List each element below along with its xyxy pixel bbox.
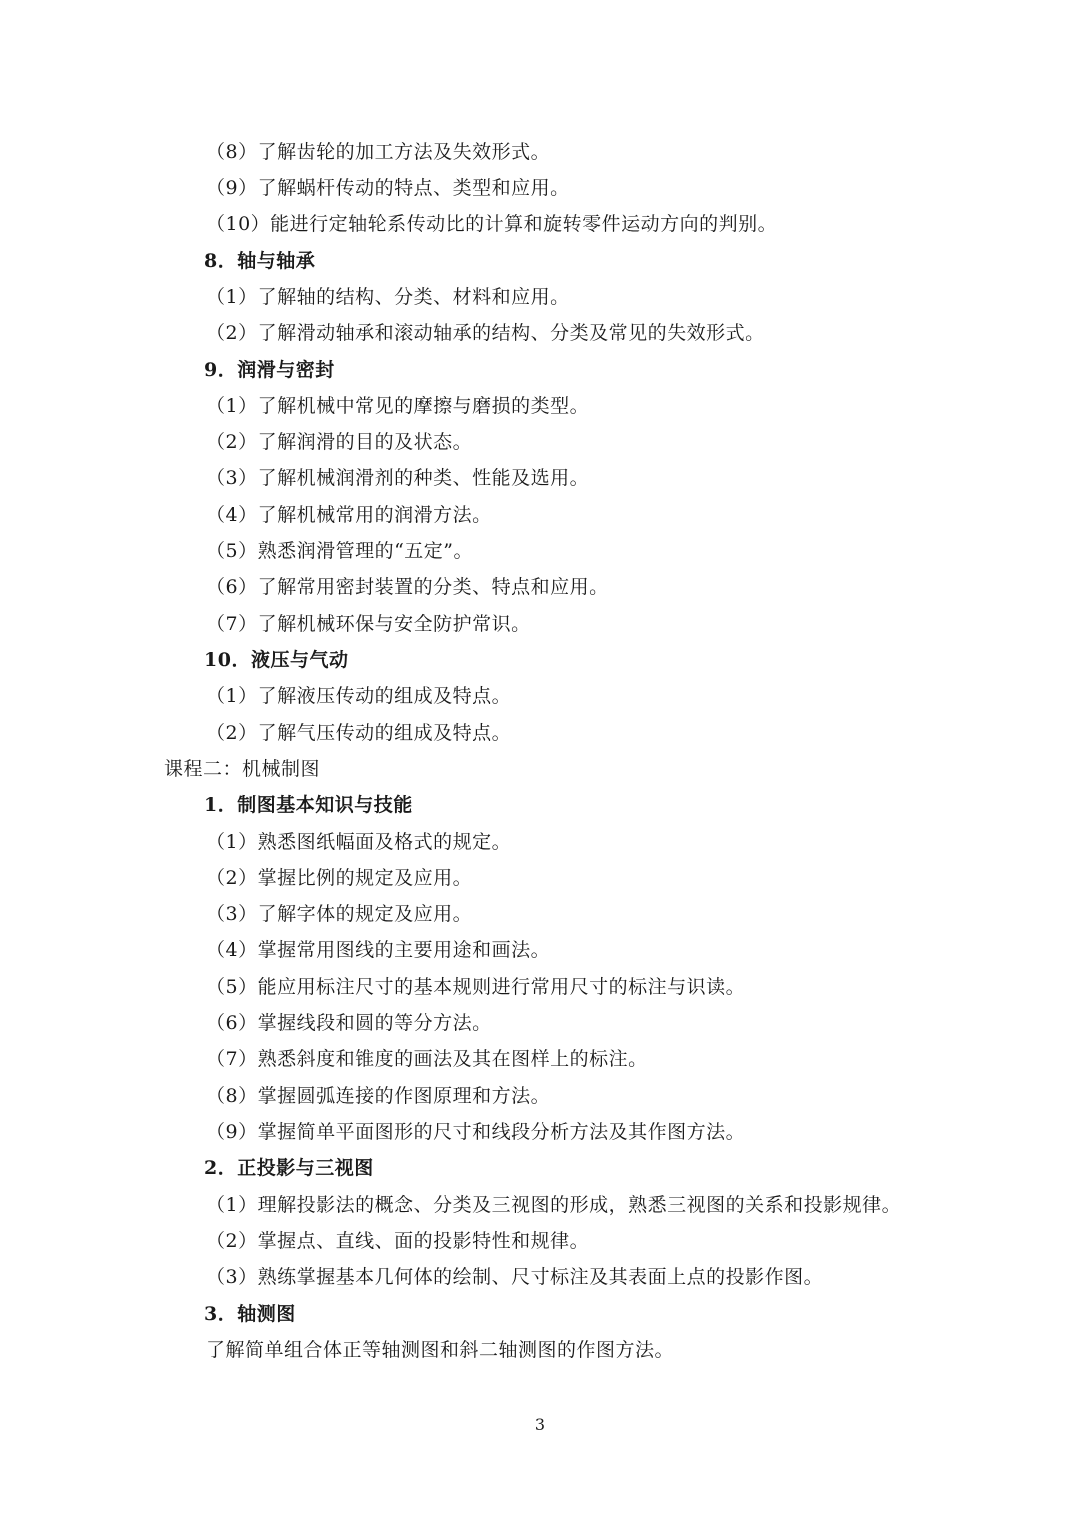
list-item: （9）了解蜗杆传动的特点、类型和应用。 bbox=[206, 177, 570, 199]
list-item: （9）掌握简单平面图形的尺寸和线段分析方法及其作图方法。 bbox=[206, 1121, 746, 1143]
list-item: （1）理解投影法的概念、分类及三视图的形成，熟悉三视图的关系和投影规律。 bbox=[206, 1194, 902, 1216]
paragraph: 了解简单组合体正等轴测图和斜二轴测图的作图方法。 bbox=[206, 1339, 675, 1361]
page-number: 3 bbox=[534, 1415, 546, 1434]
list-item: （3）了解机械润滑剂的种类、性能及选用。 bbox=[206, 467, 590, 489]
list-item: （8）掌握圆弧连接的作图原理和方法。 bbox=[206, 1085, 551, 1107]
section-heading: 9．润滑与密封 bbox=[204, 359, 335, 381]
section-heading: 1．制图基本知识与技能 bbox=[204, 794, 413, 816]
list-item: （1）了解机械中常见的摩擦与磨损的类型。 bbox=[206, 395, 590, 417]
list-item: （6）了解常用密封装置的分类、特点和应用。 bbox=[206, 576, 609, 598]
list-item: （7）熟悉斜度和锥度的画法及其在图样上的标注。 bbox=[206, 1048, 648, 1070]
list-item: （5）熟悉润滑管理的“五定”。 bbox=[206, 540, 474, 562]
list-item: （8）了解齿轮的加工方法及失效形式。 bbox=[206, 141, 551, 163]
list-item: （4）掌握常用图线的主要用途和画法。 bbox=[206, 939, 551, 961]
list-item: （2）了解滑动轴承和滚动轴承的结构、分类及常见的失效形式。 bbox=[206, 322, 765, 344]
list-item: （3）熟练掌握基本几何体的绘制、尺寸标注及其表面上点的投影作图。 bbox=[206, 1266, 824, 1288]
list-item: （1）了解液压传动的组成及特点。 bbox=[206, 685, 512, 707]
list-item: （3）了解字体的规定及应用。 bbox=[206, 903, 473, 925]
list-item: （6）掌握线段和圆的等分方法。 bbox=[206, 1012, 492, 1034]
list-item: （2）掌握点、直线、面的投影特性和规律。 bbox=[206, 1230, 590, 1252]
section-heading: 2．正投影与三视图 bbox=[204, 1157, 374, 1179]
list-item: （2）了解润滑的目的及状态。 bbox=[206, 431, 473, 453]
list-item: （5）能应用标注尺寸的基本规则进行常用尺寸的标注与识读。 bbox=[206, 976, 746, 998]
course-heading: 课程二：机械制图 bbox=[164, 758, 321, 780]
list-item: （2）掌握比例的规定及应用。 bbox=[206, 867, 473, 889]
section-heading: 8．轴与轴承 bbox=[204, 250, 316, 272]
list-item: （2）了解气压传动的组成及特点。 bbox=[206, 722, 512, 744]
section-heading: 10．液压与气动 bbox=[204, 649, 349, 671]
list-item: （7）了解机械环保与安全防护常识。 bbox=[206, 613, 531, 635]
list-item: （4）了解机械常用的润滑方法。 bbox=[206, 504, 492, 526]
section-heading: 3．轴测图 bbox=[204, 1303, 296, 1325]
list-item: （1）了解轴的结构、分类、材料和应用。 bbox=[206, 286, 570, 308]
list-item: （1）熟悉图纸幅面及格式的规定。 bbox=[206, 831, 512, 853]
list-item: （10）能进行定轴轮系传动比的计算和旋转零件运动方向的判别。 bbox=[206, 213, 778, 235]
